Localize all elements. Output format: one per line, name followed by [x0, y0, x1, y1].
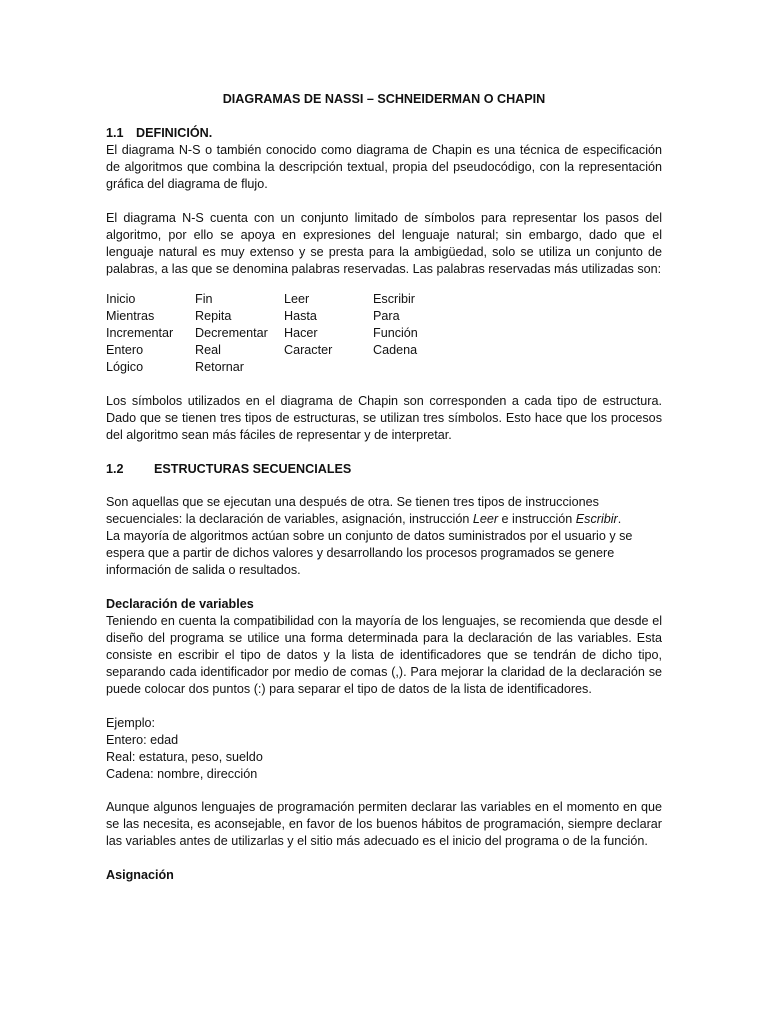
reserved-word: Escribir — [373, 292, 415, 306]
example-line: Real: estatura, peso, sueldo — [106, 750, 263, 764]
definition-paragraph: El diagrama N-S o también conocido como diagrama de Chapin es una técnica de especificación de algoritmos que combina la descripción textual, propia del pseudocódigo, con la representación gráfica del diagrama de flujo. — [106, 143, 662, 191]
reserved-word: Lógico — [106, 360, 144, 374]
reserved-word: Para — [373, 309, 400, 323]
example-line: Cadena: nombre, dirección — [106, 767, 258, 781]
reserved-word: Inicio — [106, 292, 136, 306]
chapin-symbols-paragraph: Los símbolos utilizados en el diagrama de Chapin son corresponden a cada tipo de estructura. Dado que se tienen tres tipos de estructuras, se utilizan tres símbolos. Esto hace que los procesos del algoritmo sean más fáciles de representar y de interpretar. — [106, 394, 662, 442]
assignment-heading: Asignación — [106, 868, 174, 882]
sequential-paragraph — [106, 494, 662, 528]
section-1-number: 1.1 — [106, 126, 124, 140]
example-heading: Ejemplo: — [106, 716, 155, 730]
reserved-word: Cadena — [373, 343, 418, 357]
sequential-text-1: Son aquellas que se ejecutan una después de otra. Se tienen tres tipos de instrucciones secuenciales: la declaración de variables, asignación, instrucción — [106, 495, 599, 526]
section-2-heading — [106, 461, 662, 478]
sequential-text-2: e instrucción — [498, 512, 576, 526]
reserved-words-row — [106, 325, 462, 342]
section-1-heading — [106, 125, 662, 142]
reserved-word: Fin — [195, 292, 213, 306]
reserved-words-row — [106, 342, 462, 359]
reserved-word: Retornar — [195, 360, 244, 374]
escribir-emphasis: Escribir — [575, 512, 618, 526]
reserved-words-row — [106, 291, 462, 308]
section-2-title: ESTRUCTURAS SECUENCIALES — [154, 462, 352, 476]
declaration-paragraph: Teniendo en cuenta la compatibilidad con la mayoría de los lenguajes, se recomienda que desde el diseño del programa se utilice una forma determinada para la declaración de las variables. Esta consiste en escribir el tipo de datos y la lista de identificadores que se tendrán de dicho tipo, separando cada identificador por medio de comas (,). Para mejorar la claridad de la declaración se puede colocar dos puntos (:) para separar el tipo de datos de la lista de identificadores. — [106, 614, 662, 696]
reserved-word — [284, 359, 373, 376]
section-1-title: DEFINICIÓN. — [136, 126, 213, 140]
reserved-word: Leer — [284, 292, 310, 306]
reserved-word: Entero — [106, 343, 144, 357]
reserved-word: Real — [195, 343, 221, 357]
algorithms-data-paragraph: La mayoría de algoritmos actúan sobre un conjunto de datos suministrados por el usuario y se espera que a partir de dichos valores y desarrollando los procesos programados se genere información de salida o resultados. — [106, 529, 633, 577]
example-lines — [106, 732, 662, 783]
reserved-words-row — [106, 359, 462, 376]
section-2-number: 1.2 — [106, 462, 124, 476]
reserved-word: Incrementar — [106, 326, 174, 340]
sequential-text-3: . — [617, 512, 622, 526]
document-title: DIAGRAMAS DE NASSI – SCHNEIDERMAN O CHAPIN — [222, 92, 546, 106]
reserved-word: Repita — [195, 309, 232, 323]
reserved-word: Mientras — [106, 309, 155, 323]
example-line: Entero: edad — [106, 733, 179, 747]
reserved-word: Caracter — [284, 343, 333, 357]
reserved-word — [373, 359, 462, 376]
declaration-heading: Declaración de variables — [106, 597, 254, 611]
symbols-paragraph: El diagrama N-S cuenta con un conjunto limitado de símbolos para representar los pasos del algoritmo, por ello se apoya en expresiones del lenguaje natural; sin embargo, dado que el lenguaje natural es muy extenso y se presta para la ambigüedad, solo se utiliza un conjunto de palabras, a las que se denomina palabras reservadas. Las palabras reservadas más utilizadas son: — [106, 211, 662, 276]
reserved-word: Decrementar — [195, 326, 268, 340]
reserved-words-row — [106, 308, 462, 325]
declare-before-use-paragraph: Aunque algunos lenguajes de programación permiten declarar las variables en el momento en que se las necesita, es aconsejable, en favor de los buenos hábitos de programación, siempre declarar las variables antes de utilizarlas y el sitio más adecuado es el inicio del programa o de la función. — [106, 800, 662, 848]
reserved-word: Hasta — [284, 309, 317, 323]
leer-emphasis: Leer — [472, 512, 499, 526]
reserved-words-table — [106, 291, 462, 376]
reserved-word: Función — [373, 326, 418, 340]
reserved-word: Hacer — [284, 326, 318, 340]
